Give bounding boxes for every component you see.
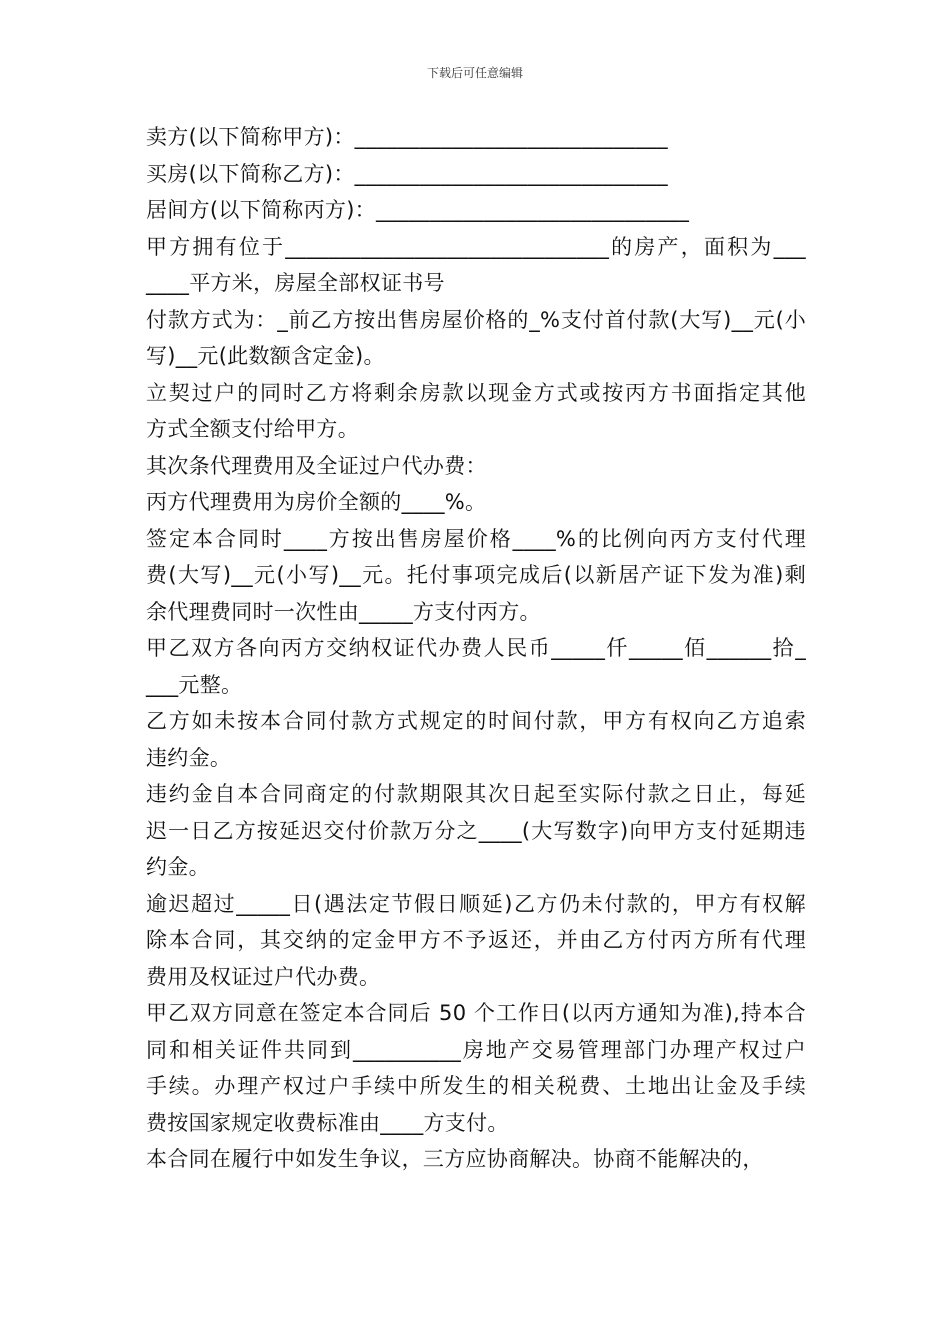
late-payment-line-cont: 违约金。	[146, 745, 232, 770]
certificate-fee-line-cont: ___元整。	[146, 672, 243, 697]
property-line-cont: ____平方米，房屋全部权证书号	[146, 271, 445, 295]
agency-fee-rate-line: 丙方代理费用为房价全额的____%。	[146, 490, 487, 514]
penalty-line-2: 迟一日乙方按延迟交付价款万分之____(大写数字)向甲方支付延期违	[146, 818, 806, 843]
late-payment-line: 乙方如未按本合同付款方式规定的时间付款，甲方有权向乙方追索	[146, 709, 806, 733]
transfer-payment-line-cont: 方式全额支付给甲方。	[146, 417, 359, 441]
property-line: 甲方拥有位于______________________________的房产，面积为___	[146, 234, 806, 259]
transfer-procedure-line: 甲乙双方同意在签定本合同后 50 个工作日(以丙方通知为准),持本合	[146, 1001, 806, 1025]
contract-body	[146, 119, 806, 1178]
overdue-line-3: 费用及权证过户代办费。	[146, 964, 381, 989]
penalty-line: 违约金自本合同商定的付款期限其次日起至实际付款之日止，每延	[146, 782, 806, 806]
agency-fee-heading: 其次条代理费用及全证过户代办费：	[146, 453, 487, 478]
overdue-line-2: 除本合同，其交纳的定金甲方不予返还，并由乙方付丙方所有代理	[146, 928, 806, 952]
certificate-fee-line: 甲乙双方各向丙方交纳权证代办费人民币_____仟_____佰______拾_	[146, 636, 806, 660]
penalty-line-3: 约金。	[146, 855, 210, 879]
transfer-procedure-line-4: 费按国家规定收费标准由____方支付。	[146, 1110, 509, 1135]
transfer-procedure-line-2: 同和相关证件共同到__________房地产交易管理部门办理产权过户	[146, 1037, 806, 1062]
payment-method-line-cont: 写)__元(此数额含定金)。	[146, 344, 385, 368]
agency-fee-payment-line: 签定本合同时____方按出售房屋价格____%的比例向丙方支付代理	[146, 526, 806, 551]
payment-method-line: 付款方式为：_前乙方按出售房屋价格的_%支付首付款(大写)__元(小	[146, 307, 806, 332]
agency-fee-payment-line-2: 费(大写)__元(小写)__元。托付事项完成后(以新居产证下发为准)剩	[146, 563, 806, 587]
intermediary-line: 居间方(以下简称丙方)：_____________________________	[146, 198, 690, 222]
agency-fee-payment-line-3: 余代理费同时一次性由_____方支付丙方。	[146, 599, 541, 624]
dispute-line: 本合同在履行中如发生争议，三方应协商解决。协商不能解决的，	[146, 1147, 764, 1171]
buyer-line: 买房(以下简称乙方)：_____________________________	[146, 161, 668, 186]
download-note: 下载后可任意编辑	[426, 66, 523, 80]
transfer-payment-line: 立契过户的同时乙方将剩余房款以现金方式或按丙方书面指定其他	[146, 380, 806, 405]
overdue-line: 逾迟超过_____日(遇法定节假日顺延)乙方仍未付款的，甲方有权解	[146, 891, 806, 916]
seller-line: 卖方(以下简称甲方)：_____________________________	[146, 125, 668, 149]
transfer-procedure-line-3: 手续。办理产权过户手续中所发生的相关税费、土地出让金及手续	[146, 1074, 806, 1098]
